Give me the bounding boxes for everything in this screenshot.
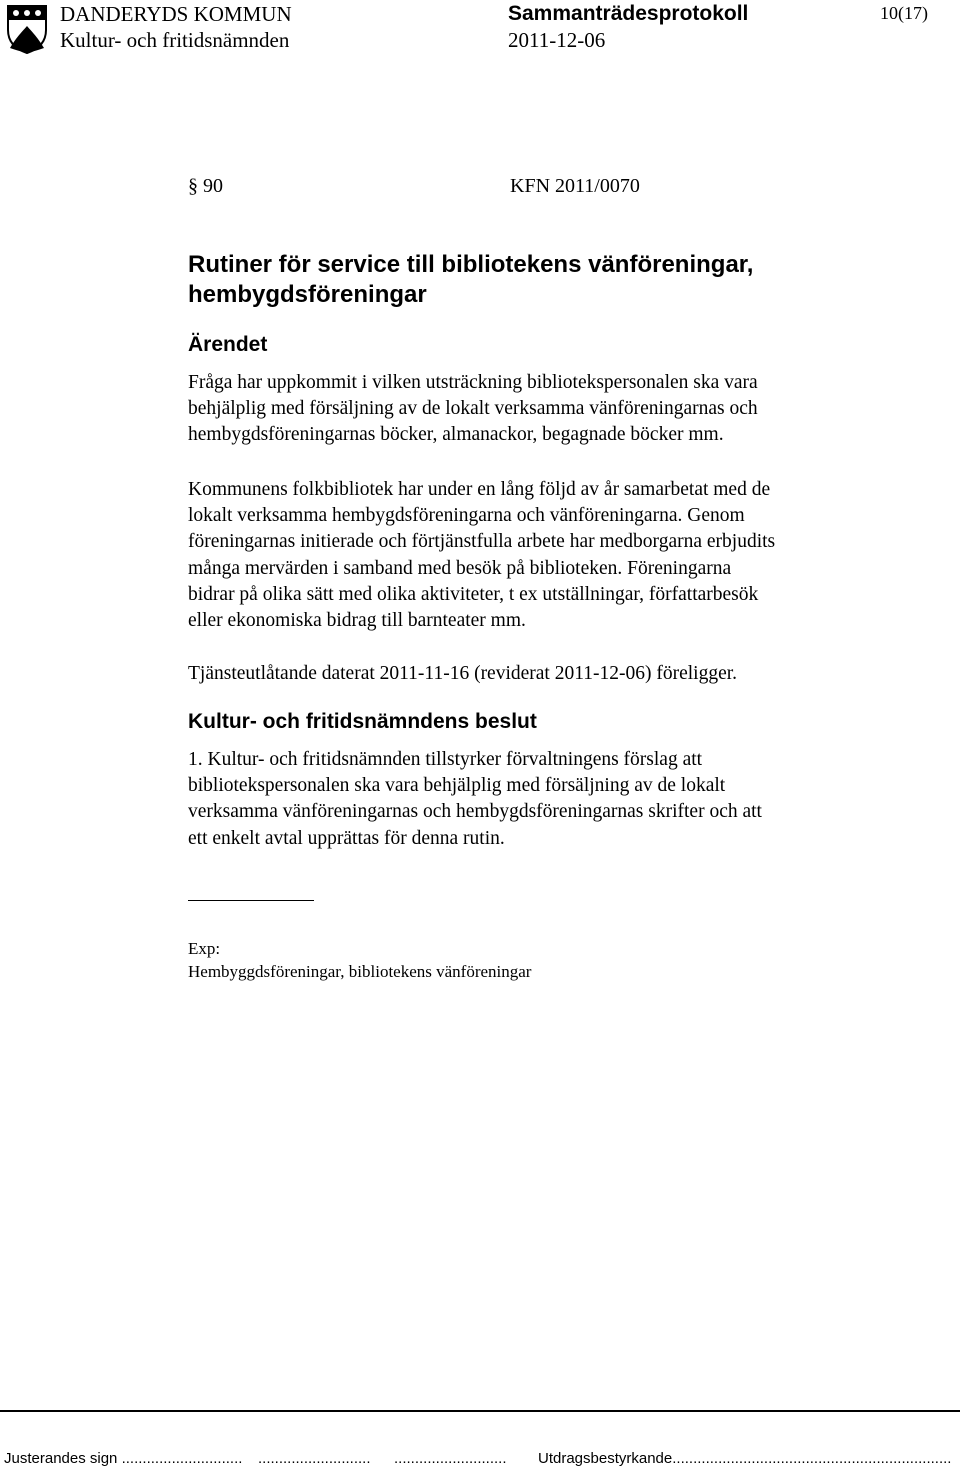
expedition-recipients: Hembyggdsföreningar, bibliotekens vänföreningar	[188, 962, 532, 981]
arendet-paragraph-1	[188, 370, 888, 449]
footer-divider	[0, 1410, 960, 1412]
text-line: Fråga har uppkommit i vilken utsträckning bibliotekspersonalen ska vara	[188, 372, 758, 393]
text-line: ett enkelt avtal upprättas för denna rutin.	[188, 827, 505, 849]
signature-dots-2: ...........................	[394, 1450, 507, 1467]
organization-name: DANDERYDS KOMMUN	[60, 2, 292, 26]
text-line: Kommunens folkbibliotek har under en lång följd av år samarbetat med de	[188, 479, 771, 500]
document-type: Sammanträdesprotokoll	[508, 2, 749, 25]
meeting-date: 2011-12-06	[508, 28, 606, 52]
text-line: bibliotekspersonalen ska vara behjälplig med försäljning av de lokalt	[188, 775, 726, 797]
arendet-heading: Ärendet	[188, 333, 268, 356]
page-number: 10(17)	[880, 3, 928, 23]
separator-line	[188, 900, 314, 901]
decision-heading: Kultur- och fritidsnämndens beslut	[188, 710, 537, 733]
text-line: bidrar på olika sätt med olika aktiviteter, t ex utställningar, författarbesök	[188, 583, 759, 605]
utdragsbestyrkande-field: Utdragsbestyrkande...................................................................	[538, 1450, 952, 1467]
text-line: 1. Kultur- och fritidsnämnden tillstyrker förvaltningens förslag att	[188, 749, 703, 770]
text-line: lokalt verksamma hembygdsföreningarna och vänföreningarna. Genom	[188, 505, 745, 527]
justerandes-sign-field: Justerandes sign .............................	[4, 1450, 243, 1467]
department-name: Kultur- och fritidsnämnden	[60, 28, 290, 52]
section-title: Rutiner för service till bibliotekens vänföreningar, hembygdsföreningar	[188, 251, 754, 308]
case-number: KFN 2011/0070	[510, 175, 640, 197]
signature-dots-1: ...........................	[258, 1450, 371, 1467]
municipal-coat-of-arms-icon	[6, 4, 48, 54]
text-line: behjälplig med försäljning av de lokalt verksamma vänföreningarnas och	[188, 398, 758, 420]
text-line: föreningarnas initierade och förtjänstfulla arbete har medborgarna erbjudits	[188, 531, 776, 553]
text-line: eller ekonomiska bidrag till barnteater mm.	[188, 610, 526, 632]
text-line: många mervärden i samband med besök på biblioteken. Föreningarna	[188, 557, 732, 579]
text-line: Tjänsteutlåtande daterat 2011-11-16 (reviderat 2011-12-06) föreligger.	[188, 663, 738, 684]
paragraph-number: § 90	[188, 175, 223, 197]
arendet-paragraph-2	[188, 477, 888, 634]
expedition-label: Exp:	[188, 939, 221, 958]
text-line: hembygdsföreningarnas böcker, almanackor, begagnade böcker mm.	[188, 424, 724, 446]
decision-item-1	[188, 747, 888, 852]
text-line: verksamma vänföreningarnas och hembygdsföreningarnas skrifter och att	[188, 801, 762, 823]
arendet-paragraph-3	[188, 661, 888, 687]
